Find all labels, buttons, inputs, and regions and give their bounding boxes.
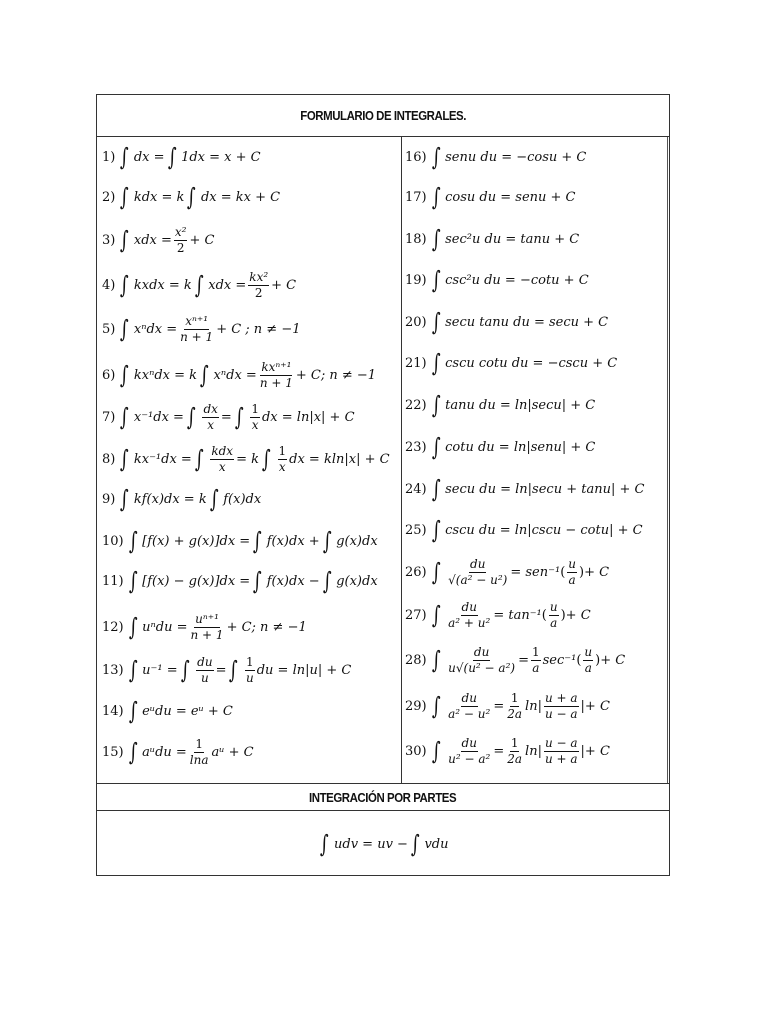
integral-sign: ∫ — [199, 361, 209, 389]
integral-sign: ∫ — [120, 315, 129, 343]
integral-sign: ∫ — [120, 485, 129, 513]
fraction: $\frac{du}{\text{a² − u²}}$ — [448, 690, 491, 721]
fraction: u a — [584, 644, 593, 675]
fraction: $\frac{\text{xⁿ⁺¹}}{n + 1}$ — [180, 313, 214, 344]
integral-sign: ∫ — [120, 143, 129, 171]
left-column — [102, 137, 400, 783]
integral-sign: ∫ — [322, 567, 332, 595]
integral-sign: ∫ — [431, 646, 441, 674]
column-divider — [401, 137, 402, 783]
fraction: $\frac{1}{a}$ — [531, 644, 540, 675]
integral-sign: ∫ — [431, 349, 441, 377]
formula-26: 26) ∫ $\frac{du}{\text{√(a² − u²)}}$ = sen⁻¹ ( u a ) + C — [405, 556, 610, 587]
fraction: u a — [549, 599, 558, 630]
fraction: kxⁿ⁺¹ n + 1 — [259, 359, 293, 390]
integral-sign: ∫ — [431, 475, 441, 503]
formula-14: 14) ∫ eᵘdu = eᵘ + C — [102, 697, 233, 725]
fraction: $\frac{dx}{x}$ — [203, 401, 218, 432]
fraction: $\frac{du}{\text{√(a² − u²)}}$ — [448, 556, 508, 587]
formula-6: 6) ∫ kxⁿdx = k ∫ xⁿdx = kxⁿ⁺¹ n + 1 + C; n ≠ −1 — [102, 359, 377, 390]
formula-29: 29) ∫ $\frac{du}{\text{a² − u²}}$ = $\frac{1}{2a}$ ln | u + a u − a | + C — [405, 690, 610, 721]
formula-15: 15) ∫ aᵘdu = $\frac{1}{\ln a}$ aᵘ + C — [102, 736, 254, 767]
formula-22: 22) ∫ tanu du = ln|secu| + C — [405, 391, 596, 419]
parts-formula: ∫ udv = uv − ∫ vdu — [320, 830, 449, 858]
integral-sign: ∫ — [194, 445, 204, 473]
fraction: u + a u − a — [544, 690, 578, 721]
formula-3: 3) ∫ xdx = $\frac{\text{x²}}{2}$ + C — [102, 224, 215, 255]
formula-20: 20) ∫ secu tanu du = secu + C — [405, 308, 609, 336]
formula-12: 12) ∫ uⁿdu = $\frac{\text{uⁿ⁺¹}}{n + 1}$ + C; n ≠ −1 — [102, 611, 307, 642]
integral-sign: ∫ — [120, 361, 129, 389]
formula-25: 25) ∫ cscu du = ln|cscu − cotu| + C — [405, 516, 643, 544]
fraction: $\frac{du}{\text{u√(u² − a²)}}$ — [448, 644, 516, 675]
integral-sign: ∫ — [431, 143, 441, 171]
integral-sign: ∫ — [431, 558, 441, 586]
integral-sign: ∫ — [120, 445, 129, 473]
integral-sign: ∫ — [167, 143, 177, 171]
formula-8: 8) ∫ kx⁻¹dx = ∫ kdx x = k ∫ 1 x dx = kln|x| + C — [102, 443, 390, 474]
fraction: $\frac{1}{2a}$ — [507, 735, 523, 766]
fraction: $\frac{du}{u}$ — [197, 654, 213, 685]
parts-title: INTEGRACIÓN POR PARTES — [309, 789, 457, 805]
integral-sign: ∫ — [128, 738, 138, 766]
integral-sign: ∫ — [120, 226, 129, 254]
formula-4: 4) ∫ kxdx = k ∫ xdx = $\frac{\text{kx²}}{2}$ + C — [102, 269, 297, 300]
integral-sign: ∫ — [128, 613, 138, 641]
fraction: 1 x — [278, 443, 287, 474]
fraction: u a — [568, 556, 576, 587]
formula-10: 10) ∫ [f(x) + g(x)]dx = ∫ f(x)dx + ∫ g(x)dx — [102, 527, 378, 555]
integral-sign: ∫ — [128, 697, 138, 725]
integral-sign: ∫ — [431, 266, 441, 294]
integral-sign: ∫ — [322, 527, 332, 555]
integral-sign: ∫ — [253, 527, 262, 555]
formula-19: 19) ∫ csc²u du = −cotu + C — [405, 266, 589, 294]
formula-18: 18) ∫ sec²u du = tanu + C — [405, 225, 580, 253]
right-column — [405, 137, 667, 783]
formula-27: 27) ∫ $\frac{du}{\text{a² + u²}}$ = tan⁻¹ ( u a ) + C — [405, 599, 591, 630]
fraction: $\frac{du}{\text{u² − a²}}$ — [448, 735, 491, 766]
formula-21: 21) ∫ cscu cotu du = −cscu + C — [405, 349, 618, 377]
formula-5: 5) ∫ xⁿdx = $\frac{\text{xⁿ⁺¹}}{n + 1}$ + C ; n ≠ −1 — [102, 313, 301, 344]
integral-sign: ∫ — [194, 271, 204, 299]
formula-2: 2) ∫ kdx = k ∫ dx = kx + C — [102, 183, 281, 211]
fraction: kdx x — [211, 443, 234, 474]
integral-sign: ∫ — [431, 737, 441, 765]
formula-30: 30) ∫ $\frac{du}{\text{u² − a²}}$ = $\frac{1}{2a}$ ln | u − a u + a | + C — [405, 735, 610, 766]
integral-sign: ∫ — [410, 830, 420, 858]
fraction: $\frac{1}{2a}$ — [507, 690, 523, 721]
fraction: $\frac{\text{kx²}}{2}$ — [249, 269, 269, 300]
right-edge-line — [667, 137, 668, 783]
integral-sign: ∫ — [186, 403, 196, 431]
integral-sign: ∫ — [120, 271, 129, 299]
integral-sign: ∫ — [229, 656, 239, 684]
formula-9: 9) ∫ kf(x)dx = k ∫ f(x)dx — [102, 485, 262, 513]
formula-1: 1) ∫ dx = ∫ 1dx = x + C — [102, 143, 261, 171]
integral-sign: ∫ — [187, 183, 197, 211]
fraction: u − a u + a — [544, 735, 578, 766]
integral-sign: ∫ — [234, 403, 244, 431]
integral-sign: ∫ — [128, 527, 138, 555]
fraction: 1 x — [251, 401, 259, 432]
parts-title-row — [97, 784, 669, 811]
title-row — [97, 95, 669, 137]
integral-sign: ∫ — [431, 308, 441, 336]
fraction: 1 u — [245, 654, 254, 685]
integral-sign: ∫ — [180, 656, 190, 684]
formula-24: 24) ∫ secu du = ln|secu + tanu| + C — [405, 475, 645, 503]
integral-sign: ∫ — [431, 225, 441, 253]
formula-17: 17) ∫ cosu du = senu + C — [405, 183, 576, 211]
fraction: $\frac{1}{\ln a}$ — [189, 736, 209, 767]
formula-area — [97, 137, 669, 784]
integral-sign: ∫ — [320, 830, 330, 858]
integral-sign: ∫ — [128, 567, 138, 595]
integral-sign: ∫ — [431, 692, 441, 720]
fraction: $\frac{\text{uⁿ⁺¹}}{n + 1}$ — [190, 611, 224, 642]
integral-sign: ∫ — [431, 391, 441, 419]
integral-sign: ∫ — [431, 183, 441, 211]
formula-13: 13) ∫ u⁻¹ = ∫ $\frac{du}{u}$ = ∫ 1 u du = ln|u| + C — [102, 654, 352, 685]
formula-sheet — [96, 94, 670, 876]
fraction: $\frac{du}{\text{a² + u²}}$ — [448, 599, 491, 630]
formula-7: 7) ∫ x⁻¹dx = ∫ $\frac{dx}{x}$ = ∫ 1 x dx = ln|x| + C — [102, 401, 355, 432]
integral-sign: ∫ — [261, 445, 271, 473]
integral-sign: ∫ — [209, 485, 219, 513]
formula-23: 23) ∫ cotu du = ln|senu| + C — [405, 433, 596, 461]
integral-sign: ∫ — [431, 433, 441, 461]
integral-sign: ∫ — [431, 516, 441, 544]
formula-16: 16) ∫ senu du = −cosu + C — [405, 143, 587, 171]
integral-sign: ∫ — [253, 567, 262, 595]
integral-sign: ∫ — [120, 183, 129, 211]
integral-sign: ∫ — [120, 403, 129, 431]
integral-sign: ∫ — [128, 656, 138, 684]
fraction: $\frac{\text{x²}}{2}$ — [174, 224, 187, 255]
formula-28: 28) ∫ $\frac{du}{\text{u√(u² − a²)}}$ = $\frac{1}{a}$ sec⁻¹ ( u a ) + C — [405, 644, 626, 675]
integral-sign: ∫ — [431, 601, 441, 629]
formula-11: 11) ∫ [f(x) − g(x)]dx = ∫ f(x)dx − ∫ g(x)dx — [102, 567, 378, 595]
sheet-title: FORMULARIO DE INTEGRALES. — [300, 108, 466, 123]
